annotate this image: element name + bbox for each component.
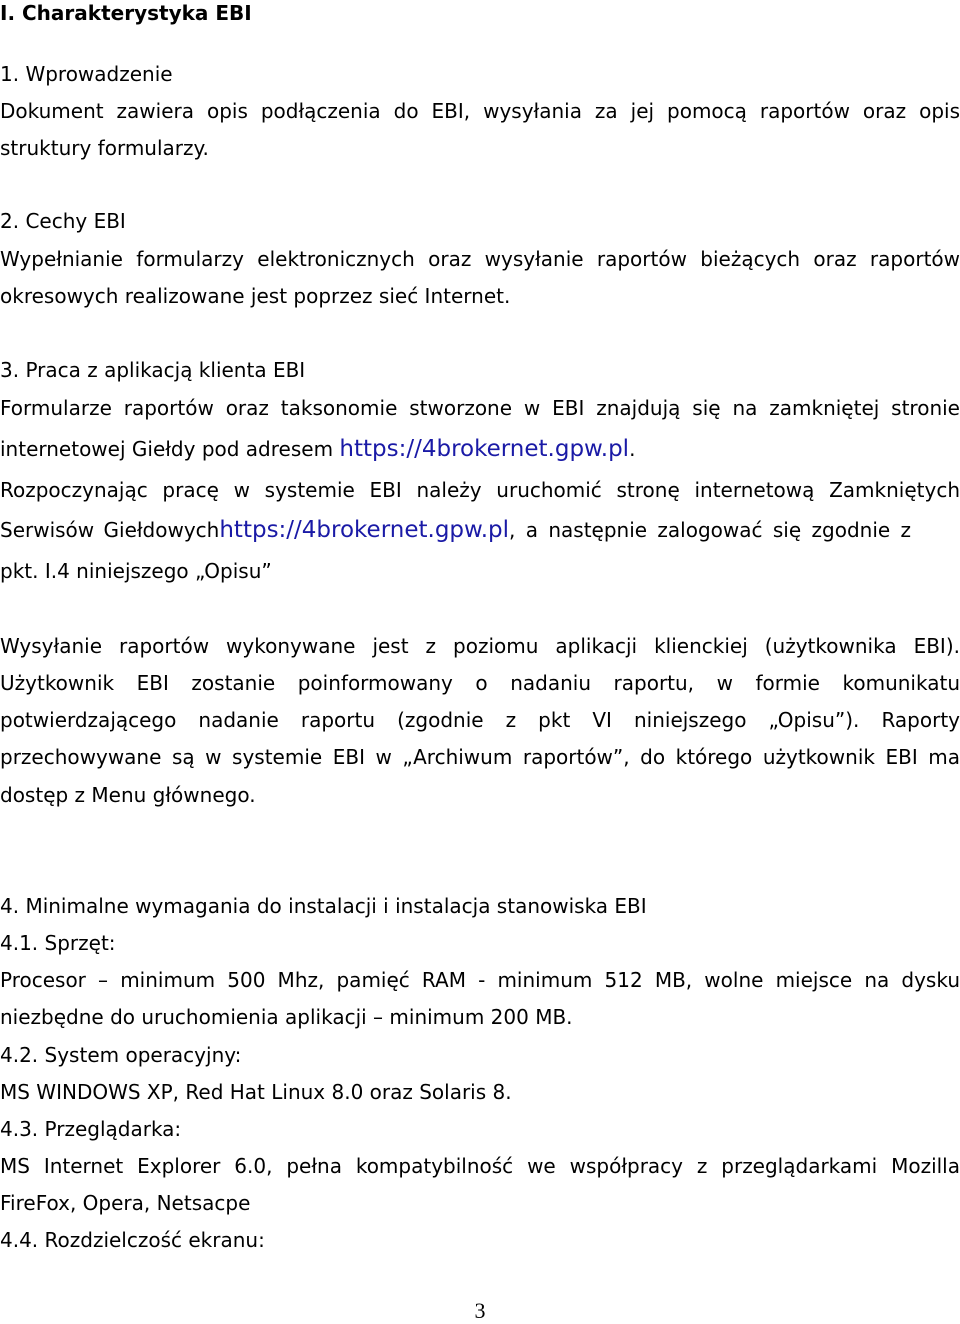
- text-fragment: .: [629, 437, 636, 461]
- section-3-text-line: Użytkownik EBI zostanie poinformowany o nadaniu raportu, w formie komunikatu: [0, 671, 960, 695]
- section-2-title: 2. Cechy EBI: [0, 209, 126, 233]
- link-line: [219, 517, 960, 543]
- section-3-text-line: [0, 436, 960, 462]
- section-1-title: 1. Wprowadzenie: [0, 62, 173, 86]
- text-fragment: Serwisów Giełdowych: [0, 518, 220, 542]
- section-3-text-line: potwierdzającego nadanie raportu (zgodnie z pkt VI niniejszego „Opisu”). Raporty: [0, 708, 960, 732]
- subsection-browser-title: 4.3. Przeglądarka:: [0, 1117, 182, 1141]
- subsection-os-title: 4.2. System operacyjny:: [0, 1043, 242, 1067]
- section-3-text-line: Formularze raportów oraz taksonomie stworzone w EBI znajdują się na zamkniętej stronie: [0, 396, 960, 420]
- page-number: 3: [474, 1298, 486, 1323]
- text-fragment: internetowej Giełdy pod adresem: [0, 437, 340, 461]
- section-2-text-line: Wypełnianie formularzy elektronicznych oraz wysyłanie raportów bieżących oraz raportów: [0, 247, 960, 271]
- subsection-hardware-title: 4.1. Sprzęt:: [0, 931, 116, 955]
- brokernet-link[interactable]: https://4brokernet.gpw.pl: [339, 436, 630, 462]
- section-3-text-line: Rozpoczynając pracę w systemie EBI należy uruchomić stronę internetową Zamkniętych: [0, 478, 960, 502]
- section-3-text-line: Wysyłanie raportów wykonywane jest z poziomu aplikacji klienckiej (użytkownika EBI).: [0, 634, 960, 658]
- browser-text-line: MS Internet Explorer 6.0, pełna kompatybilność we współpracy z przeglądarkami Mozilla: [0, 1154, 960, 1178]
- section-3-title: 3. Praca z aplikacją klienta EBI: [0, 358, 306, 382]
- hardware-text-line: niezbędne do uruchomienia aplikacji – minimum 200 MB.: [0, 1005, 573, 1029]
- section-3-text-line: pkt. I.4 niniejszego „Opisu”: [0, 559, 272, 583]
- os-text-line: MS WINDOWS XP, Red Hat Linux 8.0 oraz Solaris 8.: [0, 1080, 512, 1104]
- browser-text-line: FireFox, Opera, Netsacpe: [0, 1191, 251, 1215]
- section-3-text-line: przechowywane są w systemie EBI w „Archiwum raportów”, do którego użytkownik EBI ma: [0, 745, 960, 769]
- section-3-text-line: dostęp z Menu głównego.: [0, 783, 256, 807]
- text-fragment: , a następnie zalogować się zgodnie z: [509, 518, 912, 542]
- brokernet-link[interactable]: https://4brokernet.gpw.pl: [219, 517, 510, 543]
- chapter-heading: I. Charakterystyka EBI: [0, 1, 252, 25]
- section-1-text-line: Dokument zawiera opis podłączenia do EBI, wysyłania za jej pomocą raportów oraz opis: [0, 99, 960, 123]
- subsection-resolution-title: 4.4. Rozdzielczość ekranu:: [0, 1228, 265, 1252]
- section-3-text-line: [0, 517, 960, 543]
- section-4-title: 4. Minimalne wymagania do instalacji i instalacja stanowiska EBI: [0, 894, 647, 918]
- hardware-text-line: Procesor – minimum 500 Mhz, pamięć RAM - minimum 512 MB, wolne miejsce na dysku: [0, 968, 960, 992]
- section-2-text-line: okresowych realizowane jest poprzez sieć Internet.: [0, 284, 511, 308]
- section-1-text-line: struktury formularzy.: [0, 136, 209, 160]
